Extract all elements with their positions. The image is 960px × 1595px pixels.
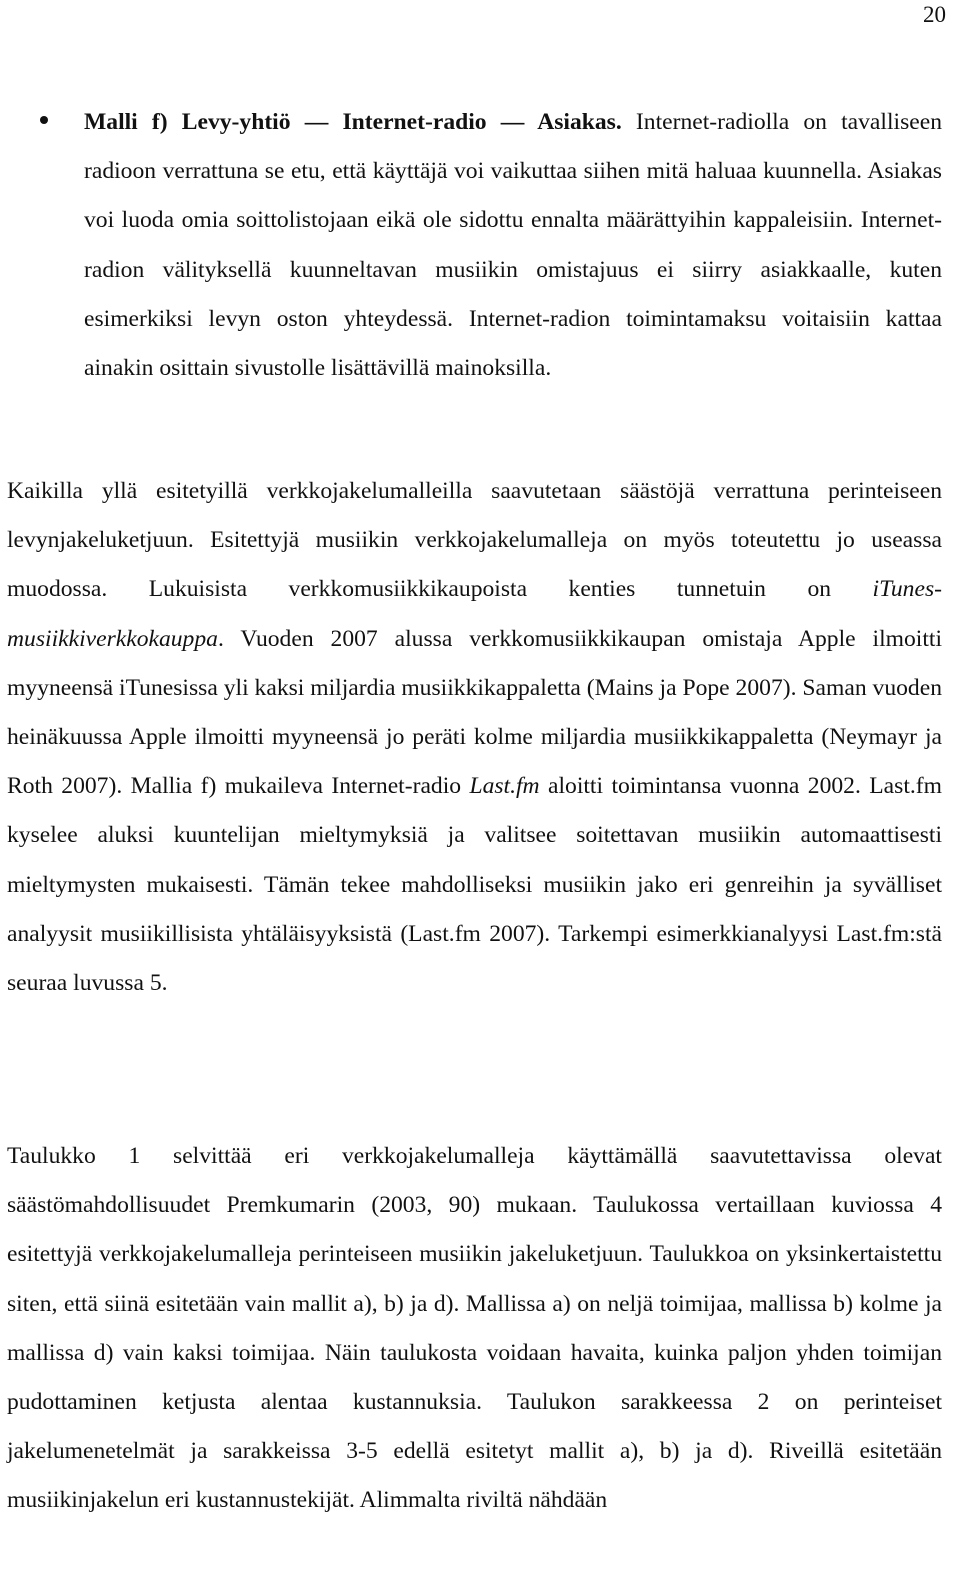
paragraph-table-intro: Taulukko 1 selvittää eri verkkojakelumalleja käyttämällä saavutettavissa olevat säästömahdollisuudet Premkumarin (2003, 90) mukaan. Taulukossa vertaillaan kuviossa 4 esitettyjä verkkojakelumalleja perinteiseen musiikin jakeluketjuun. Taulukkoa on yksinkertaistettu siten, että siinä esitetään vain mallit a), b) ja d). Mallissa a) on neljä toimijaa, mallissa b) kolme ja mallissa d) vain kaksi toimijaa. Näin taulukosta voidaan havaita, kuinka paljon yhden toimijan pudottaminen ketjusta alentaa kustannuksia. Taulukon sarakkeessa 2 on perinteiset jakelumenetelmät ja sarakkeissa 3-5 edellä esitetyt mallit a), b) ja d). Riveillä esitetään musiikinjakelun eri kustannustekijät. Alimmalta riviltä nähdään [7, 1143, 942, 1514]
bullet-text [84, 98, 942, 393]
bullet-body: Internet-radiolla on tavalliseen radioon verrattuna se etu, että käyttäjä voi vaikuttaa siihen mitä haluaa kuunnella. Asiakas voi luoda omia soittolistojaan eikä ole sidottu ennalta määrättyihin kappaleisiin. Internet-radion välityksellä kuunneltavan musiikin omistajuus ei siirry asiakkaalle, kuten esimerkiksi levyn oston yhteydessä. Internet-radion toimintamaksu voitaisiin kattaa ainakin osittain sivustolle lisättävillä mainoksilla. [84, 109, 942, 382]
bullet-item-model-f [40, 98, 942, 393]
bullet-dot-icon [40, 116, 48, 124]
paragraph-online-stores [7, 467, 942, 1008]
paragraph2-part1: Kaikilla yllä esitetyillä verkkojakelumalleilla saavutetaan säästöjä verrattuna perinteiseen levynjakeluketjuun. Esitettyjä musiikin verkkojakelumalleja on myös toteutettu jo useassa muodossa. Lukuisista verkkomusiikkikaupoista kenties tunnetuin on [7, 478, 942, 603]
paragraph2-italic-lastfm: Last.fm [469, 773, 540, 800]
paragraph2-part3: aloitti toimintansa vuonna 2002. Last.fm kyselee aluksi kuuntelijan mieltymyksiä ja valitsee soitettavan musiikin automaattisesti mieltymysten mukaisesti. Tämän tekee mahdolliseksi musiikin jako eri genreihin ja syvälliset analyysit musiikillisista yhtäläisyyksistä (Last.fm 2007). Tarkempi esimerkkianalyysi Last.fm:stä seuraa luvussa 5. [7, 773, 942, 997]
paragraph2-italic-itunes: iTunes-musiikkiverkkokauppa [7, 576, 942, 652]
page-number: 20 [923, 2, 946, 27]
paragraph2-part2: . Vuoden 2007 alussa verkkomusiikkikaupan omistaja Apple ilmoitti myyneensä iTunesissa yli kaksi miljardia musiikkikappaletta (Mains ja Pope 2007). Saman vuoden heinäkuussa Apple ilmoitti myyneensä jo peräti kolme miljardia musiikkikappaletta (Neymayr ja Roth 2007). Mallia f) mukaileva Internet-radio [7, 625, 942, 800]
bullet-heading: Malli f) Levy-yhtiö — Internet-radio — Asiakas. [84, 109, 622, 135]
